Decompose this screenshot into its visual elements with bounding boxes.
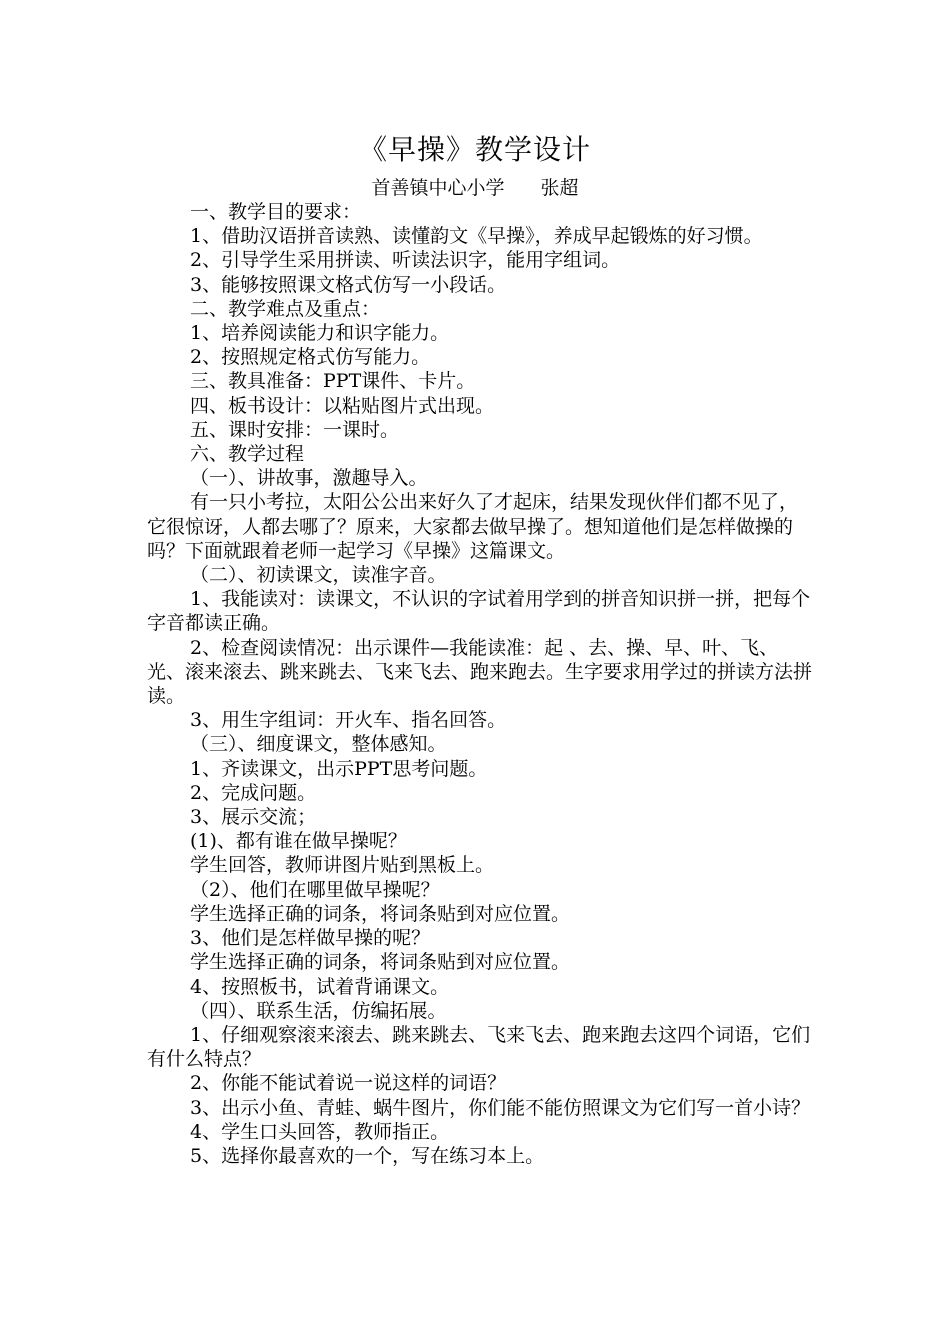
- author-line: [0, 176, 950, 200]
- body-paragraph: （一）、讲故事，激趣导入。: [190, 467, 428, 490]
- body-paragraph: 1、借助汉语拼音读熟、读懂韵文《早操》，养成早起锻炼的好习惯。: [190, 225, 763, 248]
- body-paragraph: 2、完成问题。: [190, 781, 317, 804]
- body-paragraph: 5、选择你最喜欢的一个，写在练习本上。: [190, 1144, 545, 1167]
- body-paragraph: 一、教学目的要求：: [190, 201, 362, 223]
- body-paragraph: （三）、细度课文，整体感知。: [190, 733, 447, 756]
- body-paragraph: 1、齐读课文，出示PPT思考问题。: [190, 757, 488, 780]
- body-paragraph: (1)、都有谁在做早操呢？: [190, 830, 407, 853]
- body-paragraph: 2、按照规定格式仿写能力。: [190, 346, 431, 369]
- body-paragraph: 2、你能不能试着说一说这样的词语？: [190, 1072, 507, 1095]
- body-paragraph: 五、课时安排：一课时。: [190, 418, 400, 441]
- body-paragraph: 三、教具准备：PPT课件、卡片。: [190, 370, 476, 393]
- body-paragraph: （四）、联系生活，仿编拓展。: [190, 999, 447, 1022]
- body-paragraph: 二、教学难点及重点：: [190, 297, 381, 320]
- document-title: 《早操》教学设计: [358, 133, 591, 166]
- body-paragraph: （2）、他们在哪里做早操呢？: [190, 878, 440, 901]
- body-paragraph: 1、培养阅读能力和识字能力。: [190, 322, 450, 345]
- body-paragraph: 2、引导学生采用拼读、听读法识字，能用字组词。: [190, 249, 621, 272]
- body-paragraph: 1、仔细观察滚来滚去、跳来跳去、飞来飞去、跑来跑去这四个词语，它们有什么特点？: [147, 1023, 811, 1071]
- body-paragraph: 3、出示小鱼、青蛙、蜗牛图片，你们能不能仿照课文为它们写一首小诗？: [190, 1096, 811, 1119]
- body-paragraph: 2、检查阅读情况：出示课件—我能读准：起 、去、操、早、叶、飞、光、滚来滚去、跳来跳去、飞来飞去、跑来跑去。生字要求用学过的拼读方法拼读。: [147, 636, 813, 708]
- document-body: [147, 200, 815, 1168]
- body-paragraph: 四、板书设计：以粘贴图片式出现。: [190, 394, 495, 417]
- body-paragraph: 1、我能读对：读课文，不认识的字试着用学到的拼音知识拼一拼，把每个字音都读正确。: [147, 588, 811, 635]
- body-paragraph: 3、用生字组词：开火车、指名回答。: [190, 709, 507, 732]
- body-paragraph: 4、学生口头回答，教师指正。: [190, 1120, 450, 1143]
- body-paragraph: 3、展示交流；: [190, 806, 317, 829]
- body-paragraph: 学生回答，教师讲图片贴到黑板上。: [190, 854, 495, 877]
- body-paragraph: 3、他们是怎样做早操的呢？: [190, 927, 431, 950]
- school-name: 首善镇中心小学: [371, 177, 505, 199]
- body-paragraph: 学生选择正确的词条，将词条贴到对应位置。: [190, 951, 571, 974]
- body-paragraph: 六、教学过程: [190, 443, 305, 466]
- author-name: 张超: [540, 177, 579, 199]
- body-paragraph: （二）、初读课文，读准字音。: [190, 564, 447, 587]
- body-paragraph: 3、能够按照课文格式仿写一小段话。: [190, 273, 507, 296]
- body-paragraph: 有一只小考拉，太阳公公出来好久了才起床，结果发现伙伴们都不见了，它很惊讶，人都去哪了？原来，大家都去做早操了。想知道他们是怎样做操的吗？下面就跟着老师一起学习《早操》这篇课文。: [147, 491, 799, 562]
- body-paragraph: 学生选择正确的词条，将词条贴到对应位置。: [190, 902, 571, 925]
- body-paragraph: 4、按照板书，试着背诵课文。: [190, 975, 450, 998]
